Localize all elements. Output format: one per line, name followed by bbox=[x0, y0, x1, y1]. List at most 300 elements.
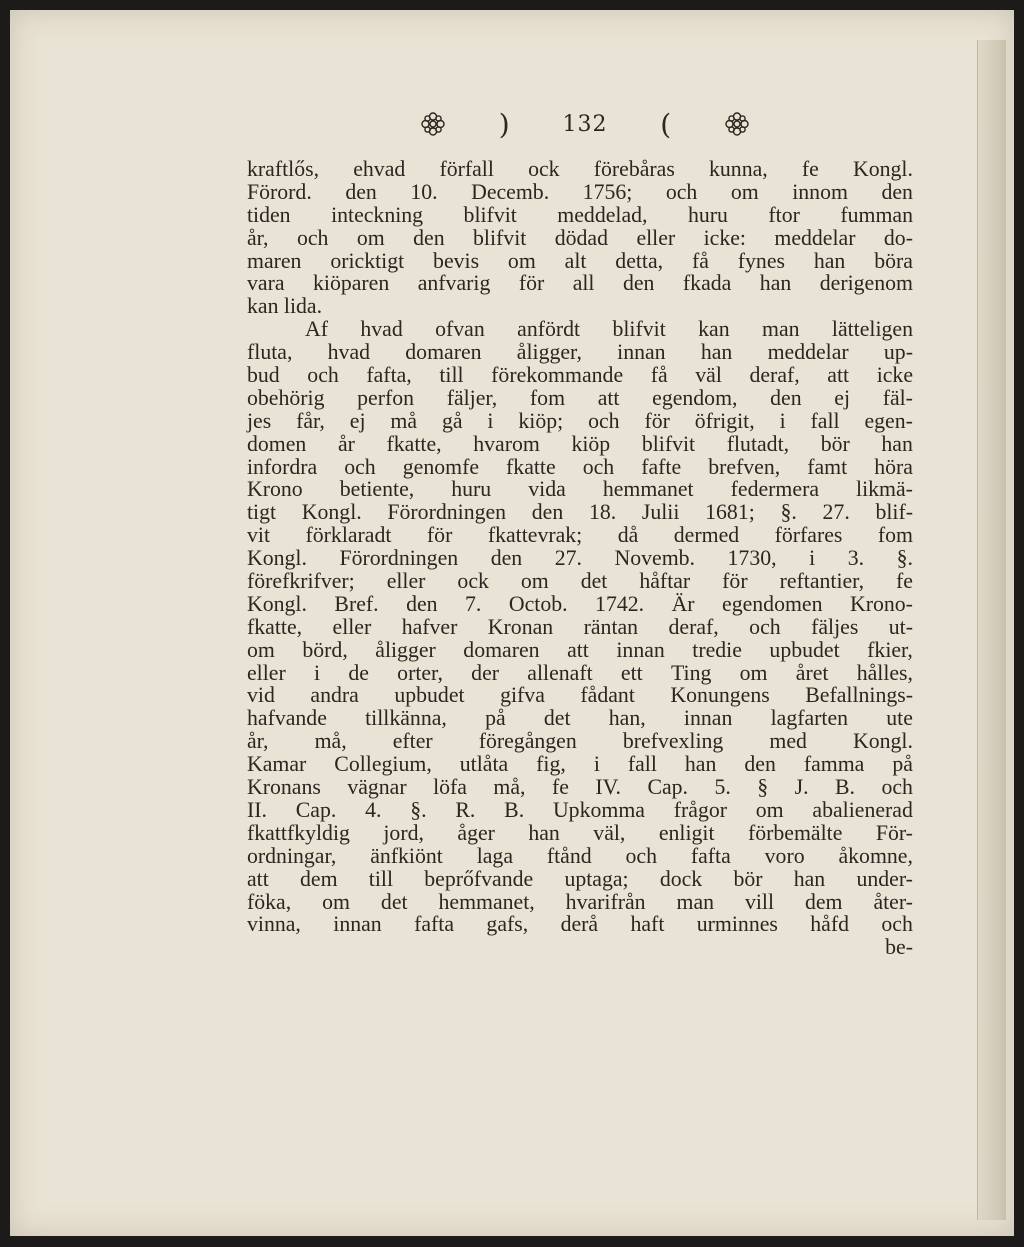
text-line bbox=[247, 181, 913, 204]
word: Octob. bbox=[508, 591, 568, 616]
word: bör bbox=[820, 431, 850, 456]
word: up- bbox=[883, 340, 913, 365]
word: frågor bbox=[673, 797, 727, 822]
text-line bbox=[247, 707, 913, 730]
word: Kongl. bbox=[301, 500, 362, 525]
word: den bbox=[622, 271, 655, 296]
word: ftor bbox=[768, 202, 800, 227]
word: att bbox=[567, 637, 589, 662]
word: tillkänna, bbox=[365, 706, 447, 731]
word: fkattfkyldig bbox=[247, 820, 350, 845]
word: han bbox=[528, 820, 560, 845]
word: vinna, bbox=[247, 912, 301, 937]
text-line bbox=[247, 799, 913, 822]
word: egendomen bbox=[722, 591, 823, 616]
word: hvarom bbox=[473, 431, 540, 456]
text-line bbox=[247, 478, 913, 501]
word: Upkomma bbox=[552, 797, 645, 822]
word: fafta bbox=[414, 912, 455, 937]
word: löfa bbox=[433, 775, 467, 800]
word: domaren bbox=[463, 637, 540, 662]
word: Kongl. bbox=[247, 546, 307, 571]
word: maren bbox=[247, 248, 302, 273]
word: förklaradt bbox=[305, 523, 392, 548]
word: der bbox=[471, 660, 500, 685]
word: icke bbox=[876, 363, 913, 388]
word: fkada bbox=[682, 271, 732, 296]
word: förekommande bbox=[491, 363, 624, 388]
word: börd, bbox=[302, 637, 348, 662]
word: fafta, bbox=[366, 363, 412, 388]
word: 1730, bbox=[727, 546, 777, 571]
word: ock bbox=[528, 157, 560, 181]
word: kiöp; bbox=[518, 408, 564, 433]
text-line bbox=[247, 753, 913, 776]
word: derå bbox=[560, 912, 599, 937]
word: höra bbox=[874, 454, 913, 479]
word: fkatte, bbox=[247, 614, 303, 639]
word: detta, bbox=[615, 248, 664, 273]
word: föka, bbox=[247, 889, 292, 914]
word: Befallnings- bbox=[805, 683, 913, 708]
word: året bbox=[795, 660, 829, 685]
word: på bbox=[485, 706, 506, 731]
word: den bbox=[413, 225, 445, 250]
word: det bbox=[543, 706, 571, 731]
word: laga bbox=[476, 843, 513, 868]
word: huru bbox=[451, 477, 492, 502]
word: Krono bbox=[247, 477, 303, 502]
text-line bbox=[247, 662, 913, 685]
word: upbudet bbox=[394, 683, 465, 708]
word: Kongl. bbox=[852, 729, 913, 754]
word: vit bbox=[247, 523, 271, 548]
word: att bbox=[247, 866, 269, 891]
word: vara bbox=[247, 271, 285, 296]
word: fe bbox=[801, 157, 819, 181]
word: reftantier, bbox=[779, 569, 865, 594]
word: ute bbox=[886, 706, 913, 731]
word: meddelar bbox=[767, 340, 849, 365]
word: hvad bbox=[327, 340, 371, 365]
word: man bbox=[676, 889, 715, 914]
word: fkattevrak; bbox=[487, 523, 583, 548]
word: att bbox=[827, 363, 850, 388]
flower-ornament-icon bbox=[420, 111, 446, 137]
word: fluta, bbox=[247, 340, 293, 365]
word: att bbox=[597, 385, 620, 410]
word: dem bbox=[804, 889, 843, 914]
word: gifva bbox=[500, 683, 545, 708]
word: dermed bbox=[673, 523, 740, 548]
text-line bbox=[247, 845, 913, 868]
word: åligger bbox=[375, 637, 436, 662]
word: fe bbox=[551, 775, 569, 800]
word: Kronans bbox=[247, 775, 321, 800]
word: hafver bbox=[401, 614, 458, 639]
word: allenaft bbox=[527, 660, 593, 685]
word: vägnar bbox=[347, 775, 407, 800]
word: meddelad, bbox=[557, 202, 648, 227]
word: 1742. bbox=[595, 591, 645, 616]
word: blifvit bbox=[612, 317, 666, 342]
word: Novemb. bbox=[614, 546, 695, 571]
word: famma bbox=[803, 752, 865, 777]
word: Af bbox=[305, 317, 328, 342]
word: ej bbox=[834, 385, 851, 410]
word: 4. bbox=[365, 797, 382, 822]
word: eller bbox=[247, 660, 286, 685]
word: hvad bbox=[360, 317, 403, 342]
word: haft bbox=[630, 912, 665, 937]
word: kraftlős, bbox=[247, 157, 320, 181]
word: håfd bbox=[810, 912, 850, 937]
word: då bbox=[617, 523, 639, 548]
word: han bbox=[700, 340, 733, 365]
word: ut- bbox=[888, 614, 913, 639]
word: ej bbox=[349, 408, 366, 433]
word: huru bbox=[687, 202, 728, 227]
word: tredie bbox=[692, 637, 742, 662]
word: ehvad bbox=[353, 157, 406, 181]
word: innan bbox=[683, 706, 733, 731]
word: Decemb. bbox=[471, 179, 550, 204]
word: För- bbox=[875, 820, 913, 845]
word: fäljer, bbox=[446, 385, 498, 410]
word: och bbox=[749, 614, 781, 639]
word: infordra bbox=[247, 454, 318, 479]
word: betiente, bbox=[339, 477, 415, 502]
word: om bbox=[739, 660, 768, 685]
word: på bbox=[892, 752, 913, 777]
word: blif- bbox=[875, 500, 913, 525]
word: R. bbox=[455, 797, 476, 822]
word: 7. bbox=[465, 591, 482, 616]
word: i bbox=[314, 660, 321, 685]
body-text bbox=[247, 158, 913, 959]
word: 1756; bbox=[582, 179, 633, 204]
word: ftånd bbox=[546, 843, 592, 868]
word: Cap. bbox=[647, 775, 688, 800]
word: B. bbox=[835, 775, 856, 800]
word: 5. bbox=[714, 775, 731, 800]
word: i bbox=[779, 408, 786, 433]
word: föregången bbox=[478, 729, 577, 754]
word: blifvit bbox=[463, 202, 517, 227]
word: må, bbox=[493, 775, 526, 800]
word: blifvit bbox=[473, 225, 527, 250]
word: fynes bbox=[737, 248, 785, 273]
word: efter bbox=[392, 729, 433, 754]
text-line bbox=[247, 387, 913, 410]
word: med bbox=[769, 729, 807, 754]
word: Kongl. bbox=[247, 591, 307, 616]
flower-ornament-icon bbox=[724, 111, 750, 137]
word: för bbox=[518, 271, 545, 296]
word: innan bbox=[333, 912, 382, 937]
word: fall bbox=[810, 408, 840, 433]
word: kiöp bbox=[571, 431, 611, 456]
word: Förord. bbox=[247, 179, 312, 204]
word: Bref. bbox=[334, 591, 379, 616]
word: Är bbox=[671, 591, 695, 616]
word: och bbox=[881, 912, 913, 937]
text-line bbox=[247, 524, 913, 547]
word: Krono- bbox=[849, 591, 913, 616]
word: bud bbox=[247, 363, 280, 388]
text-line bbox=[247, 227, 913, 250]
word: eller bbox=[636, 225, 676, 250]
word: fäljes bbox=[811, 614, 859, 639]
word: vida bbox=[528, 477, 566, 502]
word: Julii bbox=[641, 500, 680, 525]
word: man bbox=[761, 317, 800, 342]
word: den bbox=[770, 385, 802, 410]
word: må, bbox=[314, 729, 347, 754]
word: 18. bbox=[588, 500, 617, 525]
word: eller bbox=[386, 569, 426, 594]
text-line bbox=[247, 570, 913, 593]
word: den bbox=[345, 179, 377, 204]
text-line bbox=[247, 913, 913, 936]
word: och bbox=[344, 454, 376, 479]
word: dem bbox=[300, 866, 338, 891]
word: Cap. bbox=[295, 797, 337, 822]
running-head bbox=[420, 104, 750, 144]
word: och bbox=[588, 408, 620, 433]
word: år, bbox=[247, 225, 269, 250]
word: i bbox=[809, 546, 816, 571]
text-line bbox=[247, 822, 913, 845]
word: icke: bbox=[703, 225, 746, 250]
word: bevis bbox=[433, 248, 480, 273]
text-line bbox=[247, 410, 913, 433]
word: fumman bbox=[840, 202, 913, 227]
word: urminnes bbox=[696, 912, 778, 937]
word: och bbox=[307, 363, 339, 388]
word: jord, bbox=[383, 820, 424, 845]
word: domaren bbox=[405, 340, 482, 365]
word: lätteligen bbox=[831, 317, 913, 342]
word: öfrigit, bbox=[694, 408, 755, 433]
word: likmä- bbox=[856, 477, 913, 502]
word: fom bbox=[529, 385, 566, 410]
word: i bbox=[487, 408, 494, 433]
word: den bbox=[406, 591, 438, 616]
word: deraf, bbox=[668, 614, 719, 639]
word: kunna, bbox=[709, 157, 768, 181]
word: egen- bbox=[864, 408, 913, 433]
word: Konungens bbox=[670, 683, 770, 708]
word: Ting bbox=[670, 660, 712, 685]
word: beprőfvande bbox=[424, 866, 534, 891]
word: förbemälte bbox=[747, 820, 843, 845]
word: fäl- bbox=[882, 385, 913, 410]
word: åter- bbox=[873, 889, 913, 914]
word: ordningar, bbox=[247, 843, 337, 868]
word: får, bbox=[296, 408, 325, 433]
page-number: 132 bbox=[562, 111, 608, 137]
word: meddelar bbox=[774, 225, 856, 250]
word: uptaga; bbox=[564, 866, 629, 891]
word: inteckning bbox=[331, 202, 424, 227]
word: tiden bbox=[247, 202, 291, 227]
word: Förordningen bbox=[339, 546, 459, 571]
word: den bbox=[881, 179, 913, 204]
word: åkomne, bbox=[838, 843, 913, 868]
word: och bbox=[881, 775, 913, 800]
word: under- bbox=[856, 866, 913, 891]
word: §. bbox=[410, 797, 427, 822]
word: hvarifrån bbox=[565, 889, 646, 914]
word: den bbox=[531, 500, 564, 525]
word: förefkrifver; bbox=[247, 569, 355, 594]
word: till bbox=[368, 866, 394, 891]
word: hemmanet, bbox=[438, 889, 535, 914]
word: i bbox=[593, 752, 600, 777]
word: derigenom bbox=[819, 271, 913, 296]
word: brefven, bbox=[708, 454, 781, 479]
word: om bbox=[356, 225, 385, 250]
word: do- bbox=[883, 225, 913, 250]
word: hafvande bbox=[247, 706, 327, 731]
word: vill bbox=[744, 889, 775, 914]
word: om bbox=[247, 637, 275, 662]
word: oricktigt bbox=[330, 248, 405, 273]
word: J. bbox=[794, 775, 809, 800]
word: §. bbox=[896, 546, 913, 571]
word: orter, bbox=[397, 660, 443, 685]
text-line bbox=[247, 158, 913, 181]
word: han bbox=[684, 752, 717, 777]
word: och bbox=[582, 454, 615, 479]
word: han bbox=[881, 431, 913, 456]
word: bör bbox=[733, 866, 763, 891]
word: dock bbox=[659, 866, 703, 891]
text-line bbox=[247, 364, 913, 387]
word: enligit bbox=[658, 820, 715, 845]
word: voro bbox=[764, 843, 805, 868]
word: åligger, bbox=[516, 340, 582, 365]
catchword: be- bbox=[885, 935, 913, 960]
word: fkatte bbox=[506, 454, 556, 479]
word: utlåta bbox=[459, 752, 509, 777]
text-line bbox=[247, 204, 913, 227]
word: till bbox=[439, 363, 464, 388]
word: IV. bbox=[595, 775, 621, 800]
word: obehörig bbox=[247, 385, 325, 410]
word: kan bbox=[698, 317, 730, 342]
text-line bbox=[247, 250, 913, 273]
word: federmera bbox=[730, 477, 819, 502]
word: eller bbox=[332, 614, 372, 639]
word: det bbox=[380, 889, 408, 914]
page-edge-shadow bbox=[977, 40, 1006, 1220]
word: Collegium, bbox=[334, 752, 432, 777]
word: B. bbox=[504, 797, 525, 822]
word: för bbox=[644, 408, 670, 433]
word: om bbox=[507, 248, 536, 273]
text-line: kan lida. bbox=[247, 294, 323, 319]
paragraph-start-line bbox=[247, 318, 913, 341]
word: deraf, bbox=[749, 363, 800, 388]
word: få bbox=[691, 248, 709, 273]
text-line bbox=[247, 616, 913, 639]
word: fall bbox=[627, 752, 657, 777]
word: ock bbox=[457, 569, 489, 594]
word: 1681; bbox=[705, 500, 755, 525]
word: åger bbox=[457, 820, 495, 845]
word: blifvit bbox=[641, 431, 696, 456]
word: all bbox=[572, 271, 595, 296]
word: hemmanet bbox=[602, 477, 694, 502]
word: tigt bbox=[247, 500, 277, 525]
word: ett bbox=[620, 660, 643, 685]
word: 27. bbox=[554, 546, 582, 571]
word: böra bbox=[874, 248, 913, 273]
word: förebåras bbox=[593, 157, 675, 181]
word: ofvan bbox=[435, 317, 485, 342]
text-line bbox=[247, 891, 913, 914]
word: abalienerad bbox=[812, 797, 913, 822]
word: de bbox=[348, 660, 369, 685]
word: den bbox=[490, 546, 523, 571]
word: må bbox=[390, 408, 418, 433]
word: år bbox=[337, 431, 355, 456]
text-line bbox=[247, 456, 913, 479]
word: anfvarig bbox=[417, 271, 491, 296]
word: förfall bbox=[439, 157, 494, 181]
text-line bbox=[247, 730, 913, 753]
word: om bbox=[520, 569, 549, 594]
word: fkier, bbox=[867, 637, 913, 662]
word: väl, bbox=[593, 820, 626, 845]
word: upbudet bbox=[769, 637, 840, 662]
word: domen bbox=[247, 431, 307, 456]
word: fom bbox=[877, 523, 913, 548]
word: §. bbox=[780, 500, 797, 525]
text-line bbox=[247, 776, 913, 799]
text-line bbox=[247, 272, 913, 295]
word: för bbox=[722, 569, 748, 594]
word: fådant bbox=[580, 683, 635, 708]
word: Kongl. bbox=[853, 157, 913, 181]
word: Kronan bbox=[487, 614, 554, 639]
word: dödad bbox=[554, 225, 609, 250]
word: 27. bbox=[822, 500, 850, 525]
text-line bbox=[247, 501, 913, 524]
word: jes bbox=[247, 408, 272, 433]
word: brefvexling bbox=[622, 729, 724, 754]
word: han, bbox=[608, 706, 646, 731]
word: om bbox=[322, 889, 350, 914]
word: fkatte, bbox=[386, 431, 442, 456]
word: Förordningen bbox=[387, 500, 507, 525]
word: egendom, bbox=[652, 385, 738, 410]
word: innan bbox=[616, 637, 665, 662]
word: få bbox=[650, 363, 668, 388]
word: väl bbox=[695, 363, 722, 388]
word: för bbox=[426, 523, 453, 548]
word: famt bbox=[807, 454, 848, 479]
text-line bbox=[247, 684, 913, 707]
word: Kamar bbox=[247, 752, 307, 777]
word: gafs, bbox=[486, 912, 529, 937]
word: förfares bbox=[774, 523, 843, 548]
text-line bbox=[247, 341, 913, 364]
word: om bbox=[730, 179, 759, 204]
word: änfkiönt bbox=[370, 843, 443, 868]
